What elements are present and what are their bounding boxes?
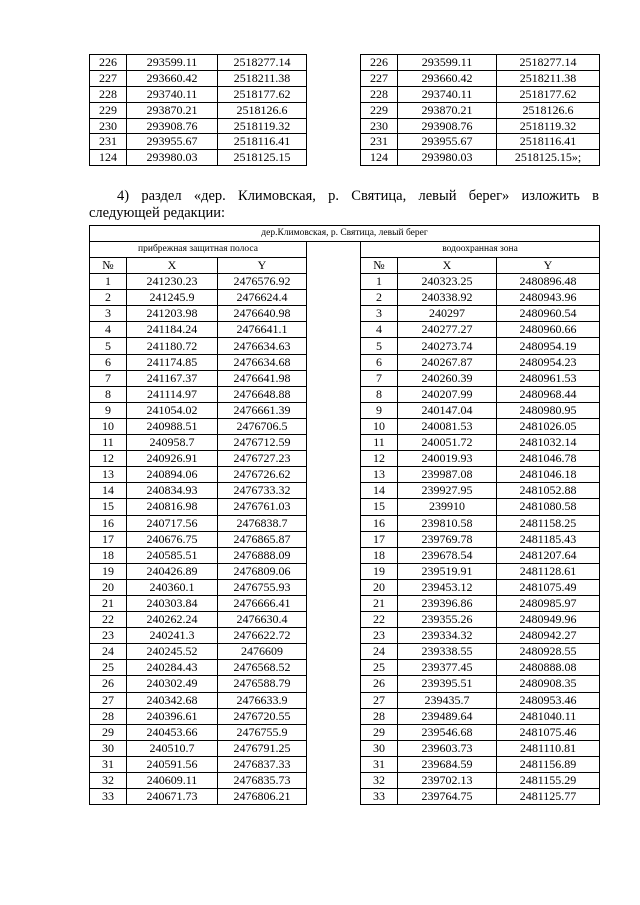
x-coordinate: 240958.7 [127, 435, 218, 451]
point-number: 2 [361, 290, 398, 306]
y-coordinate: 2480896.48 [497, 274, 600, 290]
point-number: 28 [90, 708, 127, 724]
point-number: 8 [90, 386, 127, 402]
x-coordinate: 241245.9 [127, 290, 218, 306]
point-number: 2 [90, 290, 127, 306]
x-coordinate: 240245.52 [127, 644, 218, 660]
section-header-water-protection-zone: водоохранная зона [361, 242, 600, 258]
x-coordinate: 239396.86 [398, 595, 497, 611]
y-coordinate: 2481046.78 [497, 451, 600, 467]
point-number: 4 [361, 322, 398, 338]
x-coordinate: 240051.72 [398, 435, 497, 451]
x-coordinate: 240591.56 [127, 756, 218, 772]
point-number: 13 [361, 467, 398, 483]
point-number: 15 [361, 499, 398, 515]
y-coordinate: 2476622.72 [218, 628, 307, 644]
y-coordinate: 2476633.9 [218, 692, 307, 708]
point-number: 231 [90, 134, 127, 150]
point-number: 1 [90, 274, 127, 290]
x-coordinate: 240262.24 [127, 612, 218, 628]
y-coordinate: 2476576.92 [218, 274, 307, 290]
point-number: 7 [90, 370, 127, 386]
x-coordinate: 240834.93 [127, 483, 218, 499]
y-coordinate: 2476761.03 [218, 499, 307, 515]
x-coordinate: 293870.21 [398, 102, 497, 118]
y-coordinate: 2476865.87 [218, 531, 307, 547]
point-number: 124 [361, 150, 398, 166]
point-number: 21 [361, 595, 398, 611]
y-coordinate: 2481046.18 [497, 467, 600, 483]
point-number: 17 [361, 531, 398, 547]
y-coordinate: 2476755.9 [218, 724, 307, 740]
point-number: 16 [90, 515, 127, 531]
amendment-paragraph-line2: следующей редакции: [89, 205, 226, 221]
x-coordinate: 239764.75 [398, 789, 497, 805]
y-coordinate: 2476634.63 [218, 338, 307, 354]
x-coordinate: 239334.32 [398, 628, 497, 644]
point-number: 18 [90, 547, 127, 563]
point-number: 3 [361, 306, 398, 322]
x-coordinate: 239927.95 [398, 483, 497, 499]
point-number: 25 [90, 660, 127, 676]
y-coordinate: 2476706.5 [218, 418, 307, 434]
point-number: 9 [361, 402, 398, 418]
x-coordinate: 239489.64 [398, 708, 497, 724]
point-number: 22 [361, 612, 398, 628]
y-coordinate: 2518177.62 [218, 86, 307, 102]
y-coordinate: 2476640.98 [218, 306, 307, 322]
x-coordinate: 239546.68 [398, 724, 497, 740]
y-coordinate: 2481040.11 [497, 708, 600, 724]
y-coordinate: 2480928.55 [497, 644, 600, 660]
point-number: 24 [361, 644, 398, 660]
point-number: 27 [361, 692, 398, 708]
point-number: 17 [90, 531, 127, 547]
column-header-x: X [127, 258, 218, 274]
y-coordinate: 2481110.81 [497, 740, 600, 756]
x-coordinate: 240510.7 [127, 740, 218, 756]
y-coordinate: 2476661.39 [218, 402, 307, 418]
x-coordinate: 240671.73 [127, 789, 218, 805]
y-coordinate: 2476806.21 [218, 789, 307, 805]
y-coordinate: 2480954.19 [497, 338, 600, 354]
klimovskaya-coordinates-table [89, 225, 600, 805]
y-coordinate: 2481032.14 [497, 435, 600, 451]
point-number: 227 [361, 70, 398, 86]
table-row [90, 55, 600, 71]
point-number: 27 [90, 692, 127, 708]
y-coordinate: 2476726.62 [218, 467, 307, 483]
point-number: 31 [361, 756, 398, 772]
x-coordinate: 240453.66 [127, 724, 218, 740]
column-header-y: Y [218, 258, 307, 274]
y-coordinate: 2480960.66 [497, 322, 600, 338]
x-coordinate: 293908.76 [398, 118, 497, 134]
x-coordinate: 240360.1 [127, 579, 218, 595]
column-gap [307, 242, 361, 274]
point-number: 15 [90, 499, 127, 515]
y-coordinate: 2476733.32 [218, 483, 307, 499]
x-coordinate: 239910 [398, 499, 497, 515]
x-coordinate: 239377.45 [398, 660, 497, 676]
y-coordinate: 2481158.25 [497, 515, 600, 531]
column-header-number: № [361, 258, 398, 274]
point-number: 8 [361, 386, 398, 402]
x-coordinate: 293740.11 [398, 86, 497, 102]
x-coordinate: 293599.11 [127, 55, 218, 71]
point-number: 23 [90, 628, 127, 644]
x-coordinate: 240926.91 [127, 451, 218, 467]
point-number: 6 [361, 354, 398, 370]
x-coordinate: 239453.12 [398, 579, 497, 595]
point-number: 20 [361, 579, 398, 595]
column-header-y: Y [497, 258, 600, 274]
x-coordinate: 241114.97 [127, 386, 218, 402]
x-coordinate: 239684.59 [398, 756, 497, 772]
y-coordinate: 2518125.15»; [497, 150, 600, 166]
x-coordinate: 240241.3 [127, 628, 218, 644]
point-number: 18 [361, 547, 398, 563]
point-number: 7 [361, 370, 398, 386]
point-number: 30 [90, 740, 127, 756]
point-number: 227 [90, 70, 127, 86]
x-coordinate: 240302.49 [127, 676, 218, 692]
y-coordinate: 2518119.32 [497, 118, 600, 134]
point-number: 14 [90, 483, 127, 499]
point-number: 10 [361, 418, 398, 434]
y-coordinate: 2480943.96 [497, 290, 600, 306]
point-number: 12 [90, 451, 127, 467]
point-number: 4 [90, 322, 127, 338]
point-number: 231 [361, 134, 398, 150]
x-coordinate: 241184.24 [127, 322, 218, 338]
point-number: 21 [90, 595, 127, 611]
y-coordinate: 2518126.6 [497, 102, 600, 118]
x-coordinate: 240284.43 [127, 660, 218, 676]
y-coordinate: 2518277.14 [497, 55, 600, 71]
column-header-x: X [398, 258, 497, 274]
x-coordinate: 241054.02 [127, 402, 218, 418]
y-coordinate: 2481075.46 [497, 724, 600, 740]
y-coordinate: 2476630.4 [218, 612, 307, 628]
x-coordinate: 240396.61 [127, 708, 218, 724]
y-coordinate: 2476727.23 [218, 451, 307, 467]
y-coordinate: 2481052.88 [497, 483, 600, 499]
table-row [90, 274, 600, 290]
y-coordinate: 2476838.7 [218, 515, 307, 531]
point-number: 13 [90, 467, 127, 483]
x-coordinate: 240717.56 [127, 515, 218, 531]
x-coordinate: 240207.99 [398, 386, 497, 402]
y-coordinate: 2480908.35 [497, 676, 600, 692]
y-coordinate: 2480968.44 [497, 386, 600, 402]
x-coordinate: 240267.87 [398, 354, 497, 370]
x-coordinate: 240816.98 [127, 499, 218, 515]
continued-coordinates-table [89, 54, 600, 166]
y-coordinate: 2480961.53 [497, 370, 600, 386]
y-coordinate: 2476634.68 [218, 354, 307, 370]
point-number: 226 [361, 55, 398, 71]
x-coordinate: 240676.75 [127, 531, 218, 547]
y-coordinate: 2476712.59 [218, 435, 307, 451]
y-coordinate: 2476835.73 [218, 773, 307, 789]
y-coordinate: 2518177.62 [497, 86, 600, 102]
x-coordinate: 241167.37 [127, 370, 218, 386]
y-coordinate: 2518277.14 [218, 55, 307, 71]
y-coordinate: 2476609 [218, 644, 307, 660]
y-coordinate: 2518126.6 [218, 102, 307, 118]
x-coordinate: 241230.23 [127, 274, 218, 290]
point-number: 19 [361, 563, 398, 579]
point-number: 20 [90, 579, 127, 595]
x-coordinate: 239435.7 [398, 692, 497, 708]
x-coordinate: 239519.91 [398, 563, 497, 579]
y-coordinate: 2480953.46 [497, 692, 600, 708]
y-coordinate: 2481026.05 [497, 418, 600, 434]
x-coordinate: 241203.98 [127, 306, 218, 322]
point-number: 9 [90, 402, 127, 418]
y-coordinate: 2480985.97 [497, 595, 600, 611]
y-coordinate: 2480942.27 [497, 628, 600, 644]
x-coordinate: 293980.03 [127, 150, 218, 166]
point-number: 124 [90, 150, 127, 166]
y-coordinate: 2476568.52 [218, 660, 307, 676]
point-number: 6 [90, 354, 127, 370]
y-coordinate: 2518211.38 [218, 70, 307, 86]
y-coordinate: 2476648.88 [218, 386, 307, 402]
section-header-coastal-strip: прибрежная защитная полоса [90, 242, 307, 258]
y-coordinate: 2480980.95 [497, 402, 600, 418]
x-coordinate: 293740.11 [127, 86, 218, 102]
x-coordinate: 293660.42 [398, 70, 497, 86]
point-number: 230 [90, 118, 127, 134]
column-gap [307, 274, 361, 805]
point-number: 29 [90, 724, 127, 740]
x-coordinate: 240297 [398, 306, 497, 322]
y-coordinate: 2476888.09 [218, 547, 307, 563]
x-coordinate: 239987.08 [398, 467, 497, 483]
x-coordinate: 240081.53 [398, 418, 497, 434]
point-number: 29 [361, 724, 398, 740]
point-number: 26 [90, 676, 127, 692]
x-coordinate: 240147.04 [398, 402, 497, 418]
x-coordinate: 239603.73 [398, 740, 497, 756]
y-coordinate: 2480949.96 [497, 612, 600, 628]
x-coordinate: 293599.11 [398, 55, 497, 71]
table-title: дер.Климовская, р. Святица, левый берег [90, 226, 600, 242]
x-coordinate: 293870.21 [127, 102, 218, 118]
y-coordinate: 2481207.64 [497, 547, 600, 563]
point-number: 5 [361, 338, 398, 354]
y-coordinate: 2476588.79 [218, 676, 307, 692]
x-coordinate: 239395.51 [398, 676, 497, 692]
x-coordinate: 293660.42 [127, 70, 218, 86]
x-coordinate: 240609.11 [127, 773, 218, 789]
y-coordinate: 2480960.54 [497, 306, 600, 322]
point-number: 3 [90, 306, 127, 322]
y-coordinate: 2476809.06 [218, 563, 307, 579]
point-number: 229 [90, 102, 127, 118]
point-number: 16 [361, 515, 398, 531]
point-number: 226 [90, 55, 127, 71]
y-coordinate: 2476720.55 [218, 708, 307, 724]
y-coordinate: 2480888.08 [497, 660, 600, 676]
point-number: 23 [361, 628, 398, 644]
point-number: 31 [90, 756, 127, 772]
x-coordinate: 241180.72 [127, 338, 218, 354]
point-number: 11 [90, 435, 127, 451]
x-coordinate: 239769.78 [398, 531, 497, 547]
point-number: 33 [90, 789, 127, 805]
y-coordinate: 2481080.58 [497, 499, 600, 515]
column-header-number: № [90, 258, 127, 274]
x-coordinate: 239702.13 [398, 773, 497, 789]
y-coordinate: 2476641.1 [218, 322, 307, 338]
point-number: 32 [361, 773, 398, 789]
point-number: 28 [361, 708, 398, 724]
y-coordinate: 2481156.89 [497, 756, 600, 772]
y-coordinate: 2518116.41 [218, 134, 307, 150]
x-coordinate: 239678.54 [398, 547, 497, 563]
point-number: 32 [90, 773, 127, 789]
point-number: 229 [361, 102, 398, 118]
y-coordinate: 2476666.41 [218, 595, 307, 611]
x-coordinate: 240277.27 [398, 322, 497, 338]
x-coordinate: 240338.92 [398, 290, 497, 306]
y-coordinate: 2476791.25 [218, 740, 307, 756]
x-coordinate: 293955.67 [398, 134, 497, 150]
x-coordinate: 240303.84 [127, 595, 218, 611]
x-coordinate: 240988.51 [127, 418, 218, 434]
y-coordinate: 2518116.41 [497, 134, 600, 150]
x-coordinate: 239355.26 [398, 612, 497, 628]
x-coordinate: 239338.55 [398, 644, 497, 660]
point-number: 24 [90, 644, 127, 660]
point-number: 10 [90, 418, 127, 434]
x-coordinate: 241174.85 [127, 354, 218, 370]
x-coordinate: 240323.25 [398, 274, 497, 290]
point-number: 228 [90, 86, 127, 102]
point-number: 14 [361, 483, 398, 499]
x-coordinate: 240894.06 [127, 467, 218, 483]
y-coordinate: 2518211.38 [497, 70, 600, 86]
point-number: 1 [361, 274, 398, 290]
y-coordinate: 2481185.43 [497, 531, 600, 547]
x-coordinate: 240342.68 [127, 692, 218, 708]
x-coordinate: 240426.89 [127, 563, 218, 579]
point-number: 33 [361, 789, 398, 805]
x-coordinate: 293955.67 [127, 134, 218, 150]
y-coordinate: 2518119.32 [218, 118, 307, 134]
y-coordinate: 2481155.29 [497, 773, 600, 789]
y-coordinate: 2481075.49 [497, 579, 600, 595]
y-coordinate: 2476755.93 [218, 579, 307, 595]
y-coordinate: 2480954.23 [497, 354, 600, 370]
point-number: 12 [361, 451, 398, 467]
column-gap [307, 55, 361, 166]
x-coordinate: 240019.93 [398, 451, 497, 467]
point-number: 26 [361, 676, 398, 692]
point-number: 11 [361, 435, 398, 451]
y-coordinate: 2476641.98 [218, 370, 307, 386]
point-number: 25 [361, 660, 398, 676]
y-coordinate: 2476624.4 [218, 290, 307, 306]
x-coordinate: 239810.58 [398, 515, 497, 531]
point-number: 230 [361, 118, 398, 134]
x-coordinate: 240273.74 [398, 338, 497, 354]
point-number: 30 [361, 740, 398, 756]
point-number: 228 [361, 86, 398, 102]
amendment-paragraph-line1: 4) раздел «дер. Климовская, р. Святица, левый берег» изложить в [117, 188, 599, 204]
y-coordinate: 2518125.15 [218, 150, 307, 166]
x-coordinate: 293908.76 [127, 118, 218, 134]
x-coordinate: 240260.39 [398, 370, 497, 386]
x-coordinate: 240585.51 [127, 547, 218, 563]
y-coordinate: 2481125.77 [497, 789, 600, 805]
point-number: 19 [90, 563, 127, 579]
y-coordinate: 2481128.61 [497, 563, 600, 579]
point-number: 5 [90, 338, 127, 354]
y-coordinate: 2476837.33 [218, 756, 307, 772]
point-number: 22 [90, 612, 127, 628]
x-coordinate: 293980.03 [398, 150, 497, 166]
